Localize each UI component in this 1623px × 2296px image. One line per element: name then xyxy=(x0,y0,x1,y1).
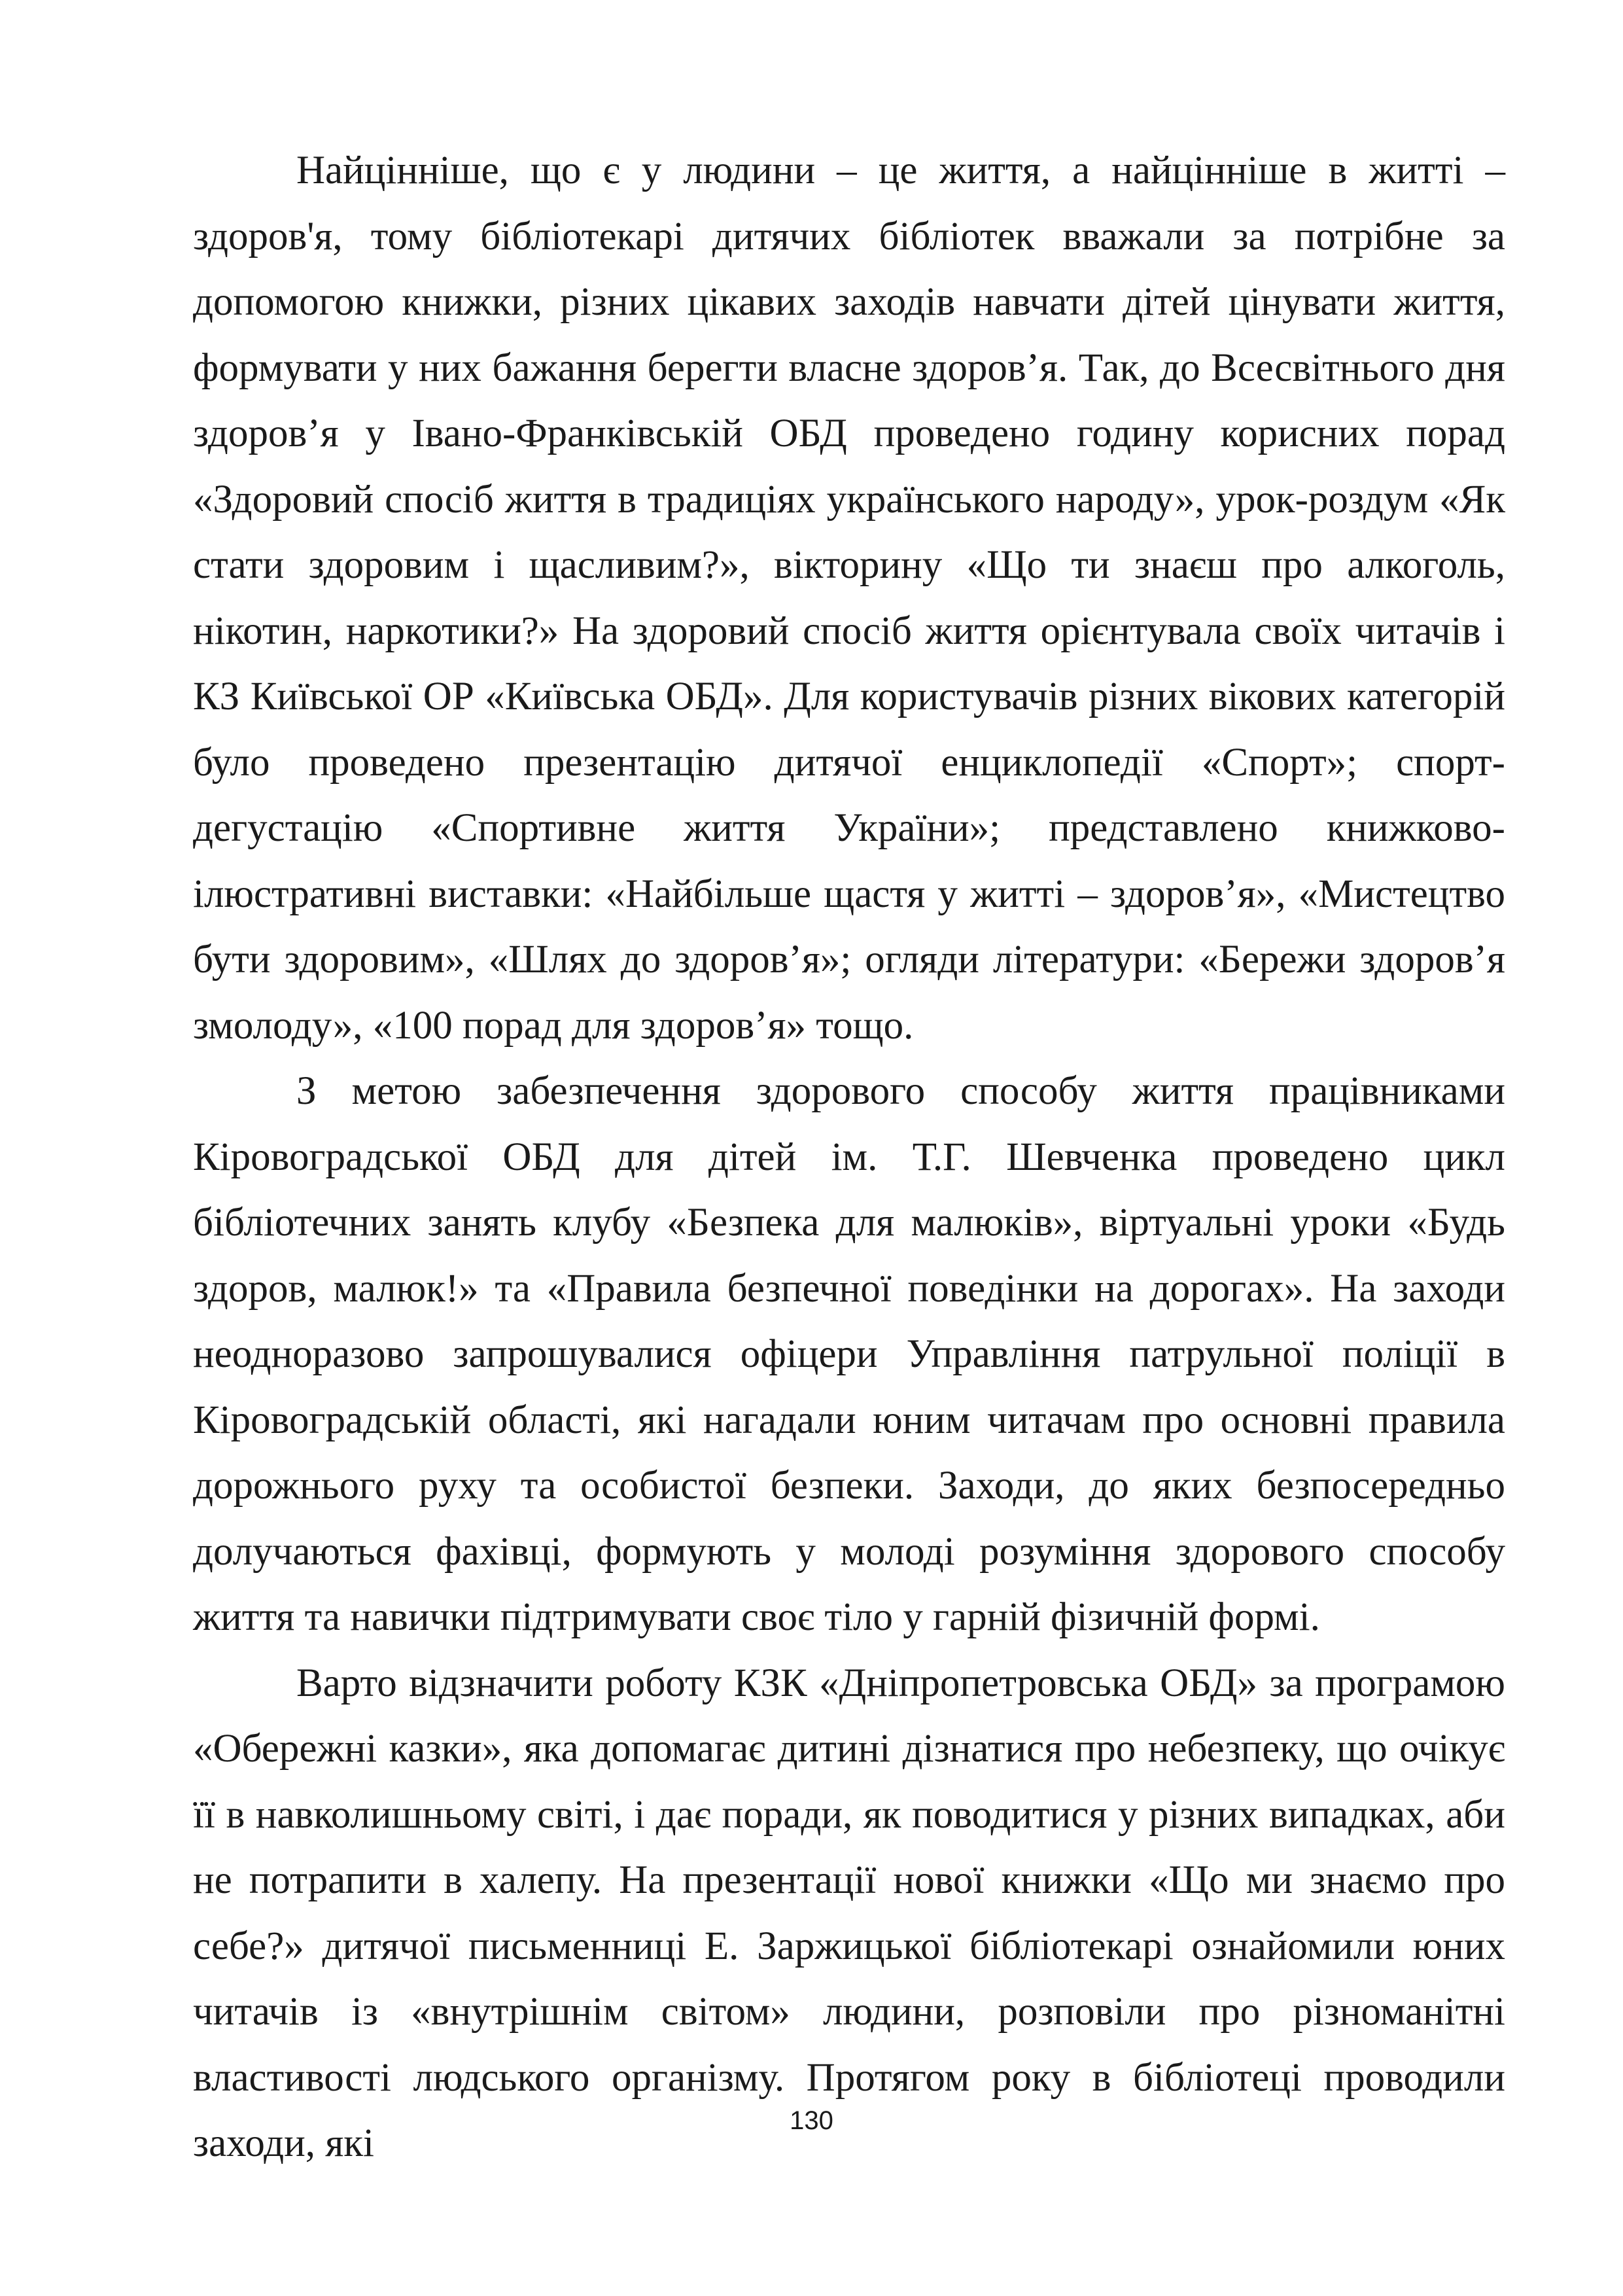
paragraph-careful-tales: Варто відзначити роботу КЗК «Дніпропетровська ОБД» за програмою «Обережні казки», яка допомагає дитині дізнатися про небезпеку, що очікує її в навколишньому світі, і дає поради, як поводитися у різних випадках, аби не потрапити в халепу. На презентації нової книжки «Що ми знаємо про себе?» дитячої письменниці Е. Заржицької бібліотекарі ознайомили юних читачів із «внутрішнім світом» людини, розповіли про різноманітні властивості людського організму. Протягом року в бібліотеці проводили заходи, які xyxy=(193,1661,1505,2165)
body-text xyxy=(193,138,1505,2177)
paragraph-safety-club: З метою забезпечення здорового способу життя працівниками Кіровоградської ОБД для дітей ім. Т.Г. Шевченка проведено цикл бібліотечних занять клубу «Безпека для малюків», віртуальні уроки «Будь здоров, малюк!» та «Правила безпечної поведінки на дорогах». На заходи неодноразово запрошувалися офіцери Управління патрульної поліції в Кіровоградській області, які нагадали юним читачам про основні правила дорожнього руху та особистої безпеки. Заходи, до яких безпосередньо долучаються фахівці, формують у молоді розуміння здорового способу життя та навички підтримувати своє тіло у гарній фізичній формі. xyxy=(193,1069,1505,1639)
page-number: 130 xyxy=(790,2106,833,2135)
paragraph-health-events: Найцінніше, що є у людини – це життя, а найцінніше в житті – здоров'я, тому бібліотекарі дитячих бібліотек вважали за потрібне за допомогою книжки, різних цікавих заходів навчати дітей цінувати життя, формувати у них бажання берегти власне здоров’я. Так, до Всесвітнього дня здоров’я у Івано-Франківській ОБД проведено годину корисних порад «Здоровий спосіб життя в традиціях українського народу», урок-роздум «Як стати здоровим і щасливим?», вікторину «Що ти знаєш про алкоголь, нікотин, наркотики?» На здоровий спосіб життя орієнтувала своїх читачів і КЗ Київської ОР «Київська ОБД». Для користувачів різних вікових категорій було проведено презентацію дитячої енциклопедії «Спорт»; спорт-дегустацію «Спортивне життя України»; представлено книжково-ілюстративні виставки: «Найбільше щастя у житті – здоров’я», «Мистецтво бути здоровим», «Шлях до здоров’я»; огляди літератури: «Бережи здоров’я змолоду», «100 порад для здоров’я» тощо. xyxy=(193,149,1505,1048)
